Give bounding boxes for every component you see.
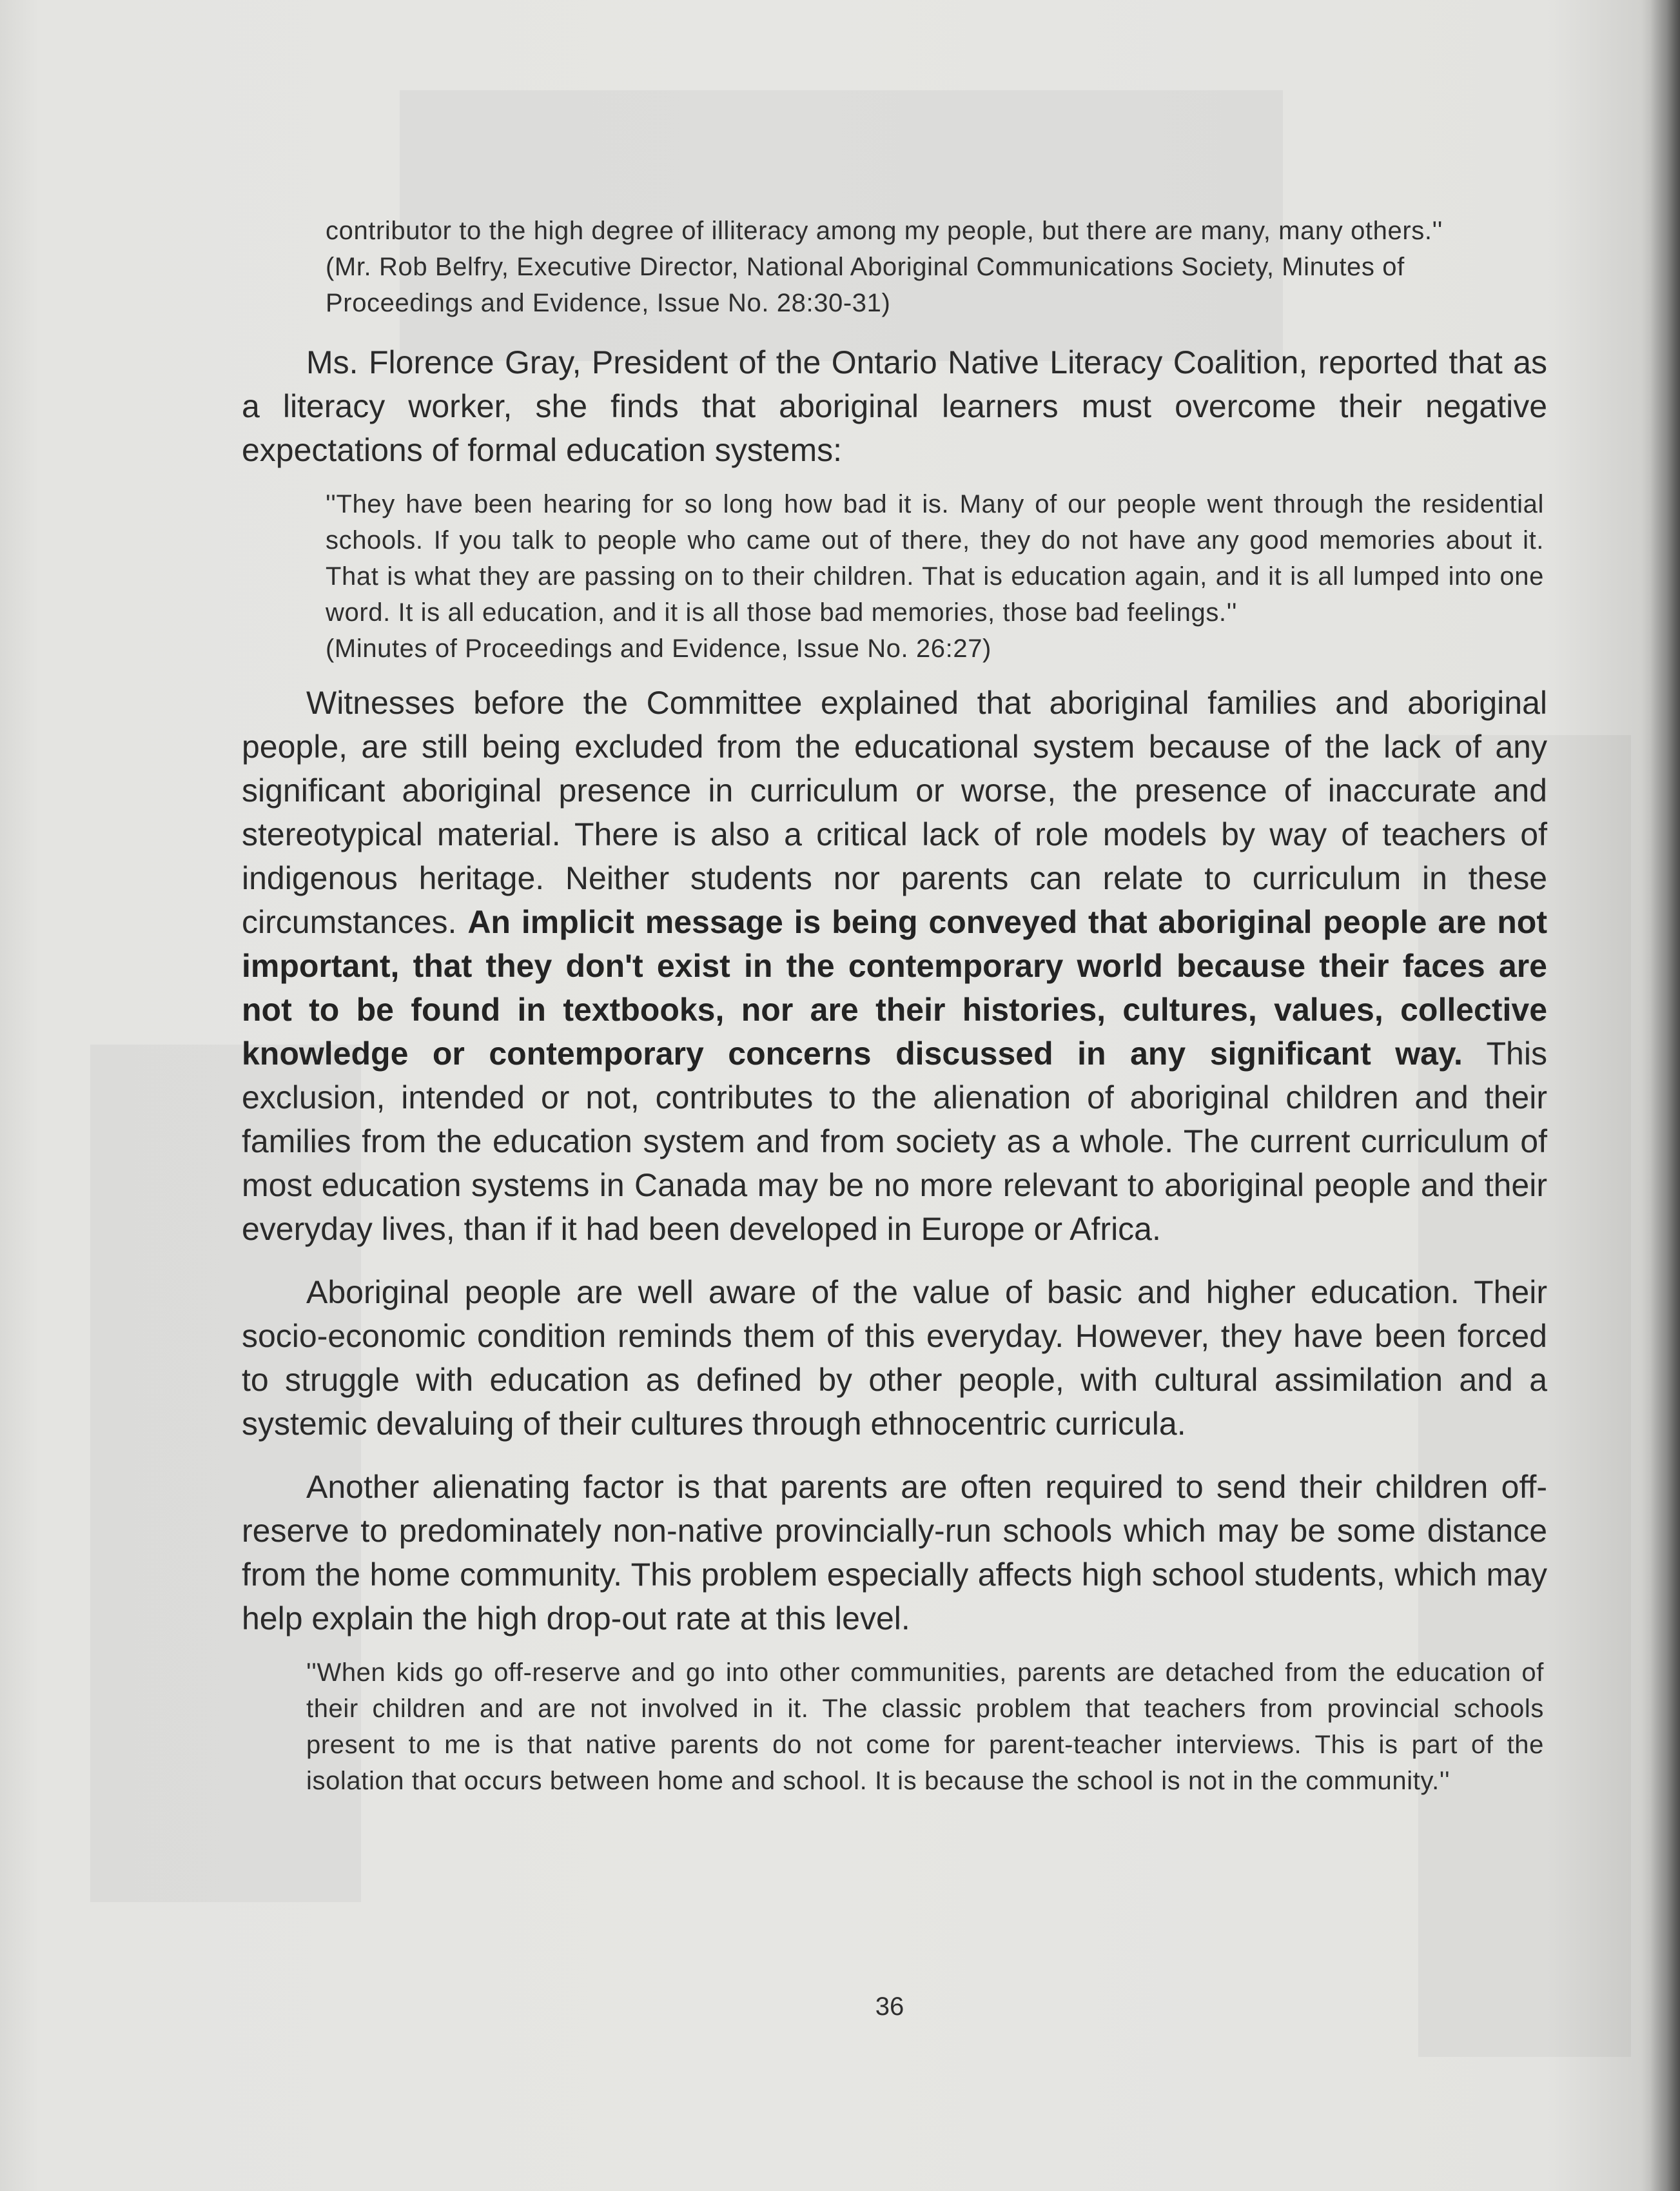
paragraph-aboriginal-education: Aboriginal people are well aware of the value of basic and higher education. Their socio-economic condition reminds them of this everyday. However, they have been forced to struggle with education as defined by other people, with cultural assimilation and a systemic devaluing of their cultures through ethnocentric curricula.: [242, 1274, 1547, 1442]
paragraph-lead: Witnesses before the Committee explained that aboriginal families and aboriginal people, are still being excluded from the educational system because of the lack of any significant aboriginal presence in curriculum or worse, the presence of inaccurate and stereotypical material. There is also a critical lack of role models by way of teachers of indigenous heritage. Neither students nor parents can relate to curriculum in these circumstances.: [242, 685, 1547, 940]
quote-belfry: [242, 213, 1547, 321]
paragraph-witnesses: [242, 681, 1547, 1251]
quote-off-reserve: [242, 1655, 1547, 1799]
quote-residential-schools: [242, 486, 1547, 667]
document-body: [242, 213, 1547, 1799]
paragraph-florence-gray: Ms. Florence Gray, President of the Ontario Native Literacy Coalition, reported that as a literacy worker, she finds that aboriginal learners must overcome their negative expectations of formal education systems:: [242, 344, 1547, 468]
paragraph-tail: This exclusion, intended or not, contributes to the alienation of aboriginal children and their families from the education system and from society as a whole. The current curriculum of most education systems in Canada may be no more relevant to aboriginal people and their everyday lives, than if it had been developed in Europe or Africa.: [242, 1036, 1547, 1247]
quote-text: contributor to the high degree of illiteracy among my people, but there are many, many others.'': [326, 217, 1443, 245]
paragraph-emphasis: An implicit message is being conveyed that aboriginal people are not important, that they don't exist in the contemporary world because their faces are not to be found in textbooks, nor are their histories, cultures, values, collective knowledge or contemporary concerns discussed in any significant way.: [242, 904, 1547, 1072]
page-number: 36: [875, 1992, 904, 2021]
quote-text: ''When kids go off-reserve and go into other communities, parents are detached from the education of their children and are not involved in it. The classic problem that teachers from provincial schools present to me is that native parents do not come for parent-teacher interviews. This is part of the isolation that occurs between home and school. It is because the school is not in the community.'': [306, 1658, 1544, 1795]
binding-shadow: [1641, 0, 1680, 2191]
quote-citation: (Minutes of Proceedings and Evidence, Issue No. 26:27): [326, 634, 991, 663]
quote-text: ''They have been hearing for so long how bad it is. Many of our people went through the residential schools. If you talk to people who came out of there, they do not have any good memories about it. That is what they are passing on to their children. That is education again, and it is all lumped into one word. It is all education, and it is all those bad memories, those bad feelings.'': [326, 490, 1544, 627]
quote-citation: (Mr. Rob Belfry, Executive Director, National Aboriginal Communications Society, Minutes of Proceedings and Evidence, Issue No. 28:30-31): [326, 253, 1405, 317]
paragraph-alienating-factor: Another alienating factor is that parents are often required to send their children off-reserve to predominately non-native provincially-run schools which may be some distance from the home community. This problem especially affects high school students, which may help explain the high drop-out rate at this level.: [242, 1469, 1547, 1636]
